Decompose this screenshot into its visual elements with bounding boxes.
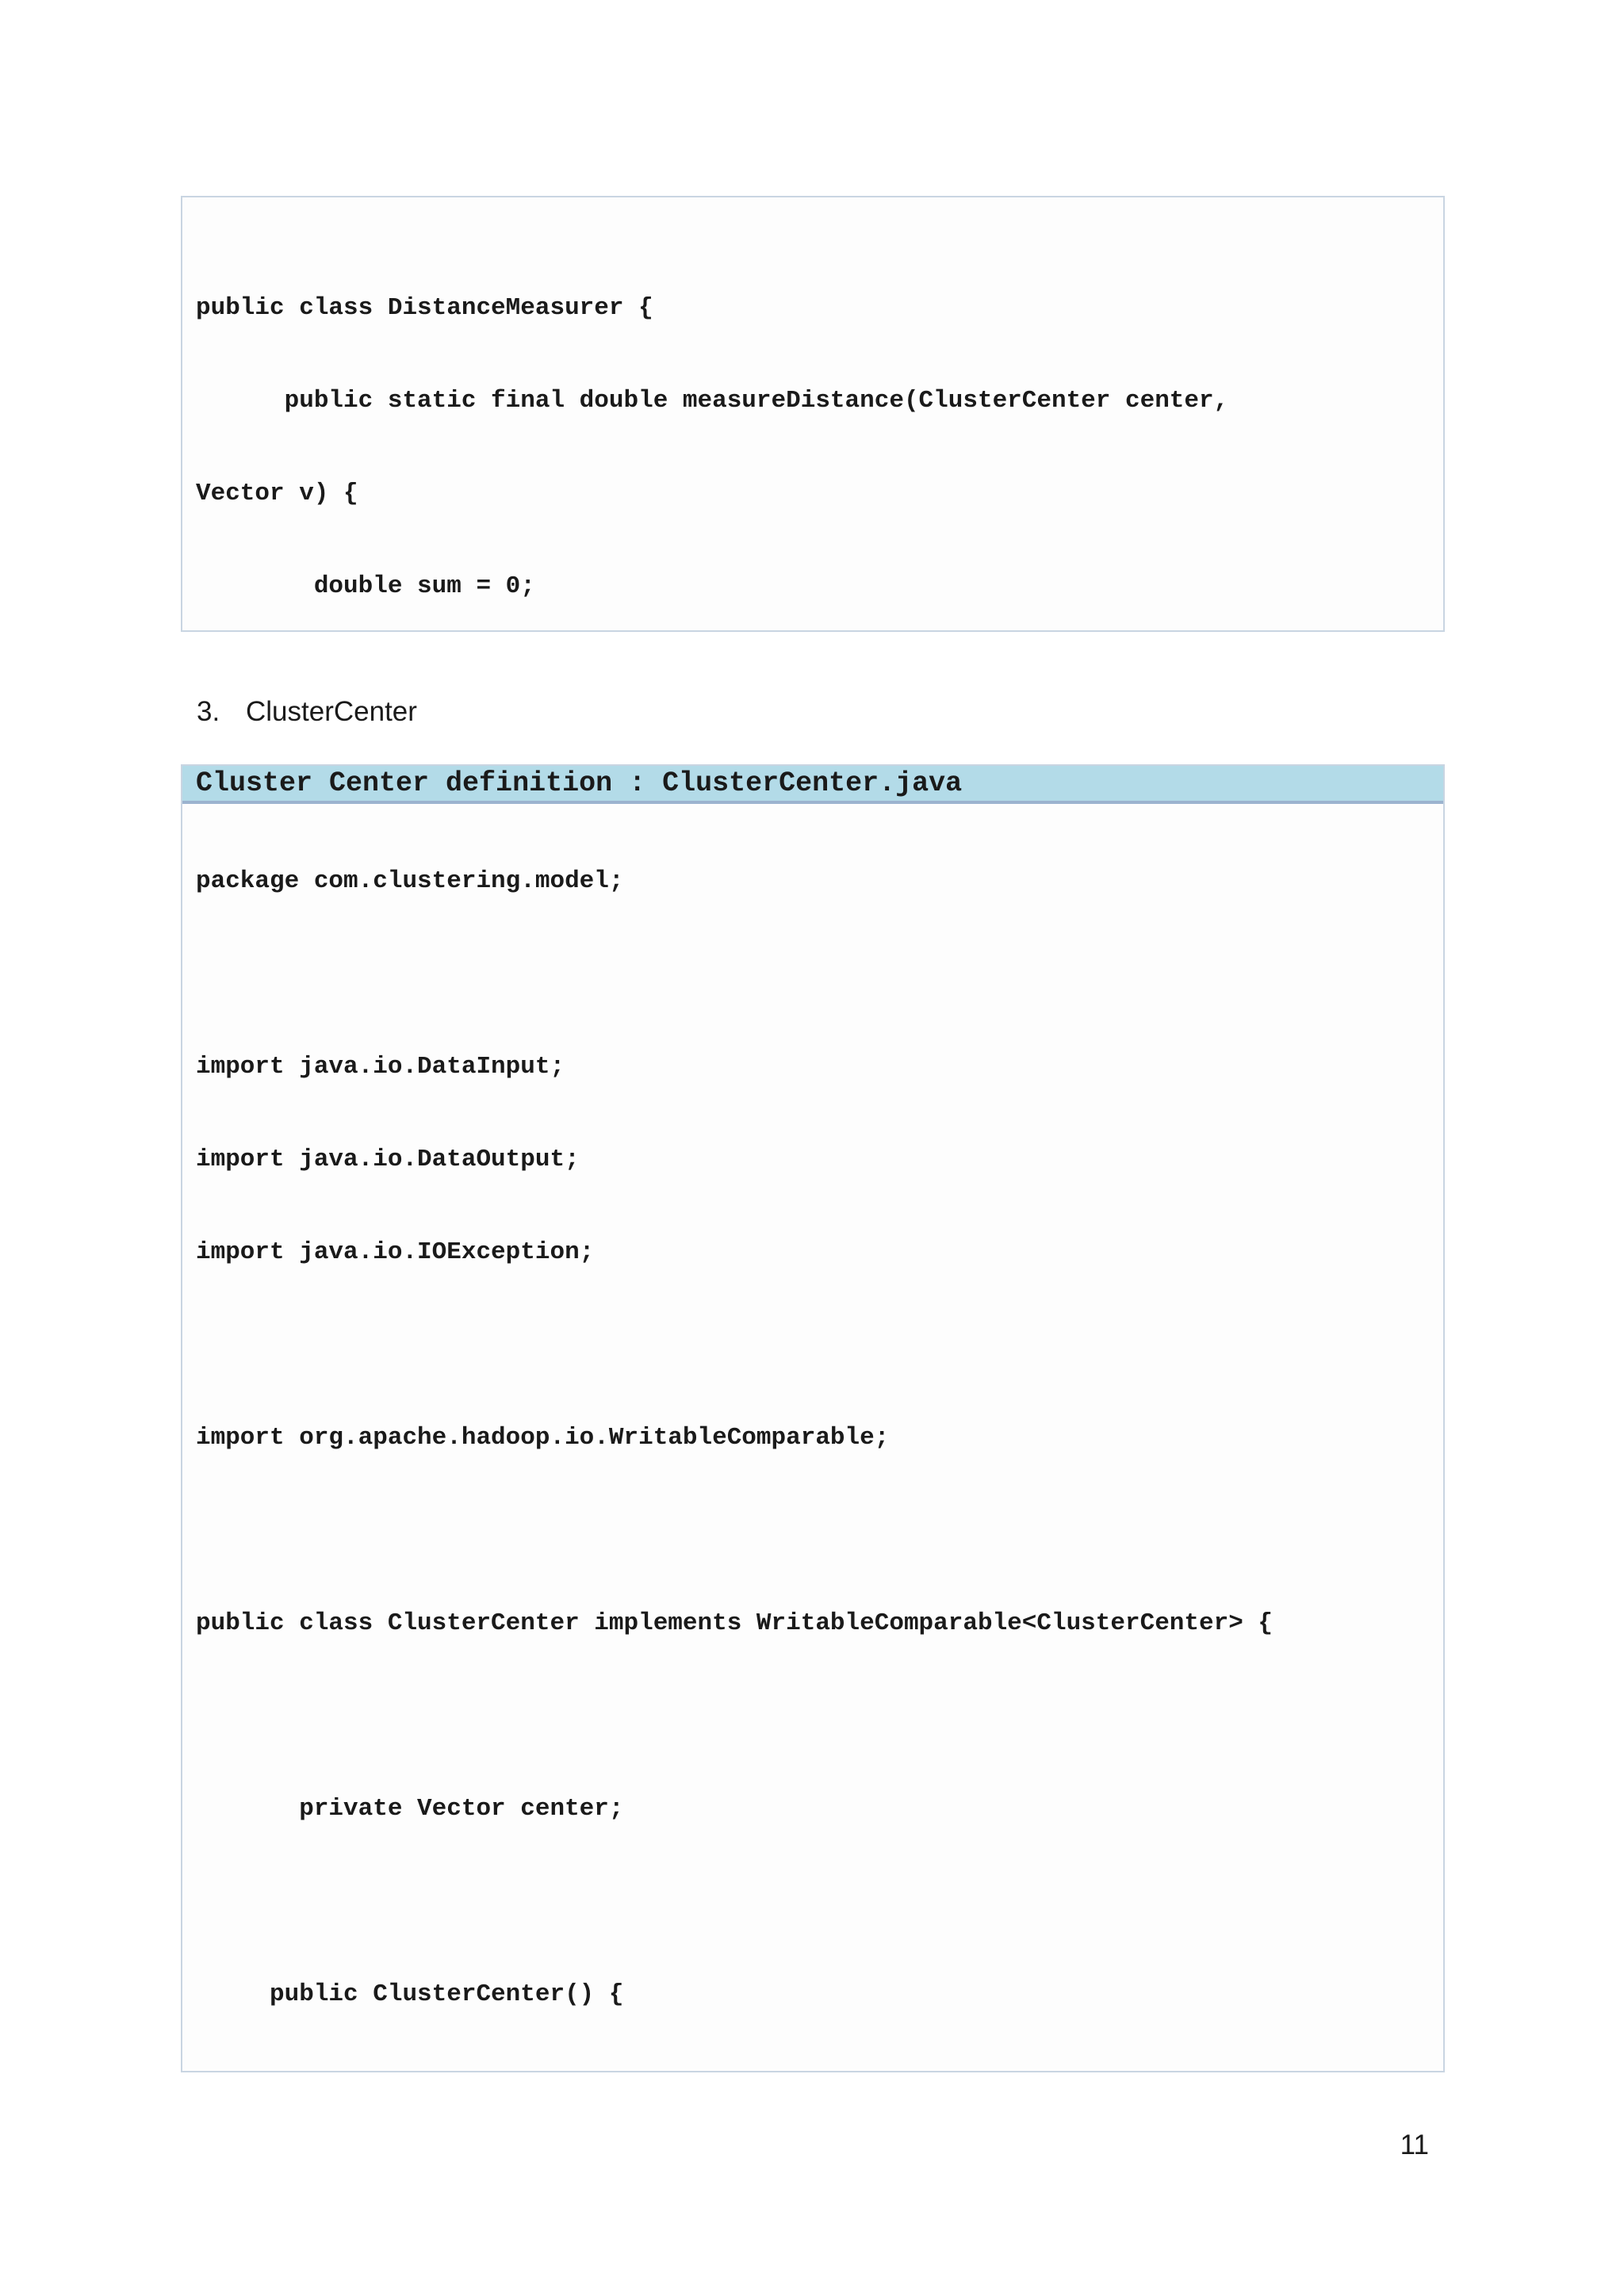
- page-number: 11: [1400, 2130, 1429, 2160]
- cluster-center-code-block: [181, 764, 1445, 2072]
- code-block-header: Cluster Center definition : ClusterCenter.java: [182, 766, 1443, 804]
- code-lines: [182, 804, 1443, 2072]
- code-line: import java.io.IOException;: [196, 1238, 595, 1266]
- code-line: import java.io.DataOutput;: [196, 1146, 580, 1173]
- code-lines: [182, 197, 1443, 632]
- code-line: package com.clustering.model;: [196, 867, 624, 895]
- code-line: public static final double measureDistance(ClusterCenter center,: [196, 387, 1229, 415]
- code-line: [196, 959, 1443, 989]
- section-title: ClusterCenter: [246, 696, 417, 727]
- code-line: [196, 1886, 1443, 1917]
- code-line: public class DistanceMeasurer {: [196, 294, 653, 322]
- code-line: private Vector center;: [196, 1795, 624, 1823]
- code-line: [196, 1330, 1443, 1360]
- code-line: import org.apache.hadoop.io.WritableComparable;: [196, 1424, 890, 1452]
- code-line: [196, 1701, 1443, 1732]
- code-line: public ClusterCenter() {: [196, 1980, 624, 2008]
- section-number: 3.: [197, 696, 220, 727]
- code-line: public class ClusterCenter implements WritableComparable<ClusterCenter> {: [196, 1609, 1274, 1637]
- code-line: [196, 1515, 1443, 1546]
- distance-measurer-code-block: [181, 196, 1445, 632]
- section-heading: [197, 695, 417, 729]
- code-line: Vector v) {: [196, 480, 358, 507]
- code-line: double sum = 0;: [196, 572, 535, 600]
- code-line: import java.io.DataInput;: [196, 1053, 565, 1081]
